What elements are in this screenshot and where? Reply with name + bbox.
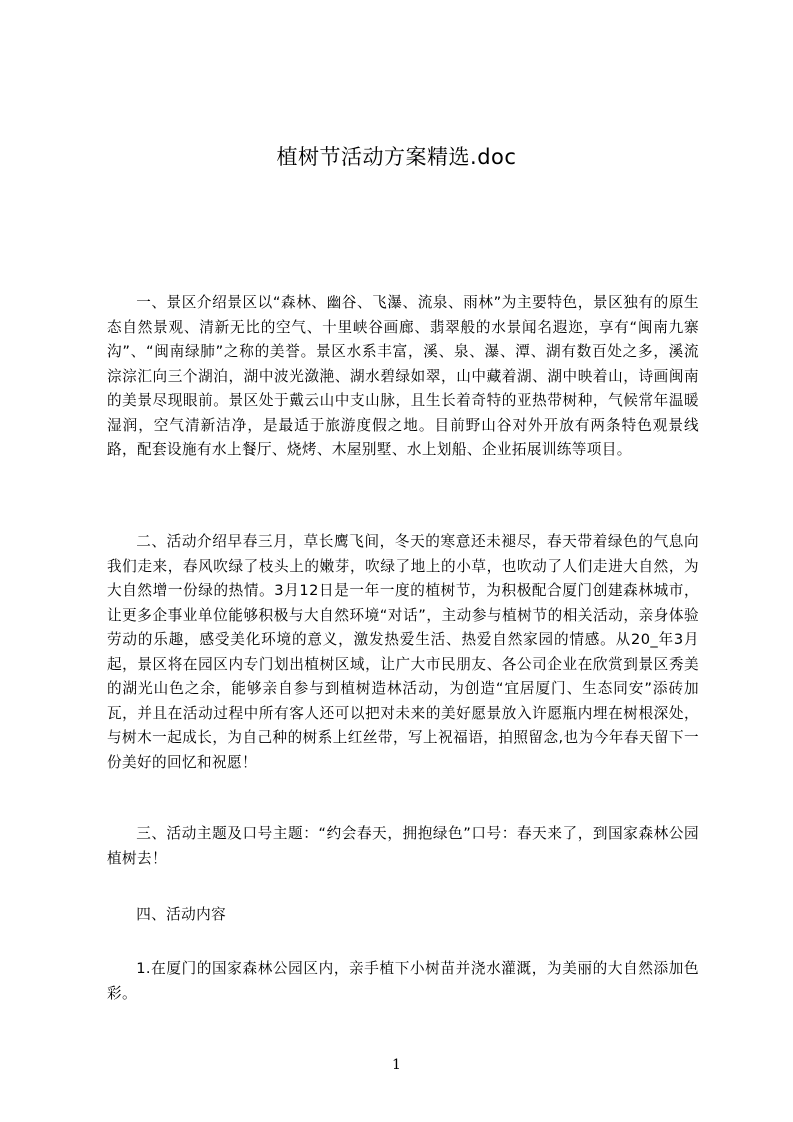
paragraph-content-item-1: 1.在厦门的国家森林公园区内，亲手植下小树苗并浇水灌溉，为美丽的大自然添加色彩。 — [107, 960, 699, 1002]
paragraph-theme-slogan: 三、活动主题及口号主题：“约会春天，拥抱绿色”口号：春天来了，到国家森林公园植树去！ — [107, 825, 699, 867]
page-number: 1 — [392, 1057, 401, 1073]
document-title: 植树节活动方案精选.doc — [276, 145, 517, 169]
heading-activity-content: 四、活动内容 — [136, 906, 227, 923]
paragraph-activity-intro: 二、活动介绍早春三月，草长鹰飞间，冬天的寒意还未褪尽，春天带着绿色的气息向我们走来，春风吹绿了枝头上的嫩芽，吹绿了地上的小草，也吹动了人们走进大自然，为大自然增一份绿的热情。3月12日是一年一度的植树节，为积极配合厦门创建森林城市，让更多企事业单位能够积极与大自然环境“对话”，主动参与植树节的相关活动，亲身体验劳动的乐趣，感受美化环境的意义，激发热爱生活、热爱自然家园的情感。从20_年3月起，景区将在园区内专门划出植树区域，让广大市民朋友、各公司企业在欣赏到景区秀美的湖光山色之余，能够亲自参与到植树造林活动，为创造“宜居厦门、生态同安”添砖加瓦，并且在活动过程中所有客人还可以把对未来的美好愿景放入许愿瓶内埋在树根深处，与树木一起成长，为自己种的树系上红丝带，写上祝福语，拍照留念,也为今年春天留下一份美好的回忆和祝愿！ — [107, 533, 699, 771]
paragraph-scenic-intro: 一、景区介绍景区以“森林、幽谷、飞瀑、流泉、雨林”为主要特色，景区独有的原生态自然景观、清新无比的空气、十里峡谷画廊、翡翠般的水景闻名遐迩，享有“闽南九寨沟”、“闽南绿肺”之称的美誉。景区水系丰富，溪、泉、瀑、潭、湖有数百处之多，溪流淙淙汇向三个湖泊，湖中波光潋滟、湖水碧绿如翠，山中藏着湖、湖中映着山，诗画闽南的美景尽现眼前。景区处于戴云山中支山脉，且生长着奇特的亚热带树种，气候常年温暖湿润，空气清新洁净，是最适于旅游度假之地。目前野山谷对外开放有两条特色观景线路，配套设施有水上餐厅、烧烤、木屋别墅、水上划船、企业拓展训练等项目。 — [107, 294, 699, 458]
